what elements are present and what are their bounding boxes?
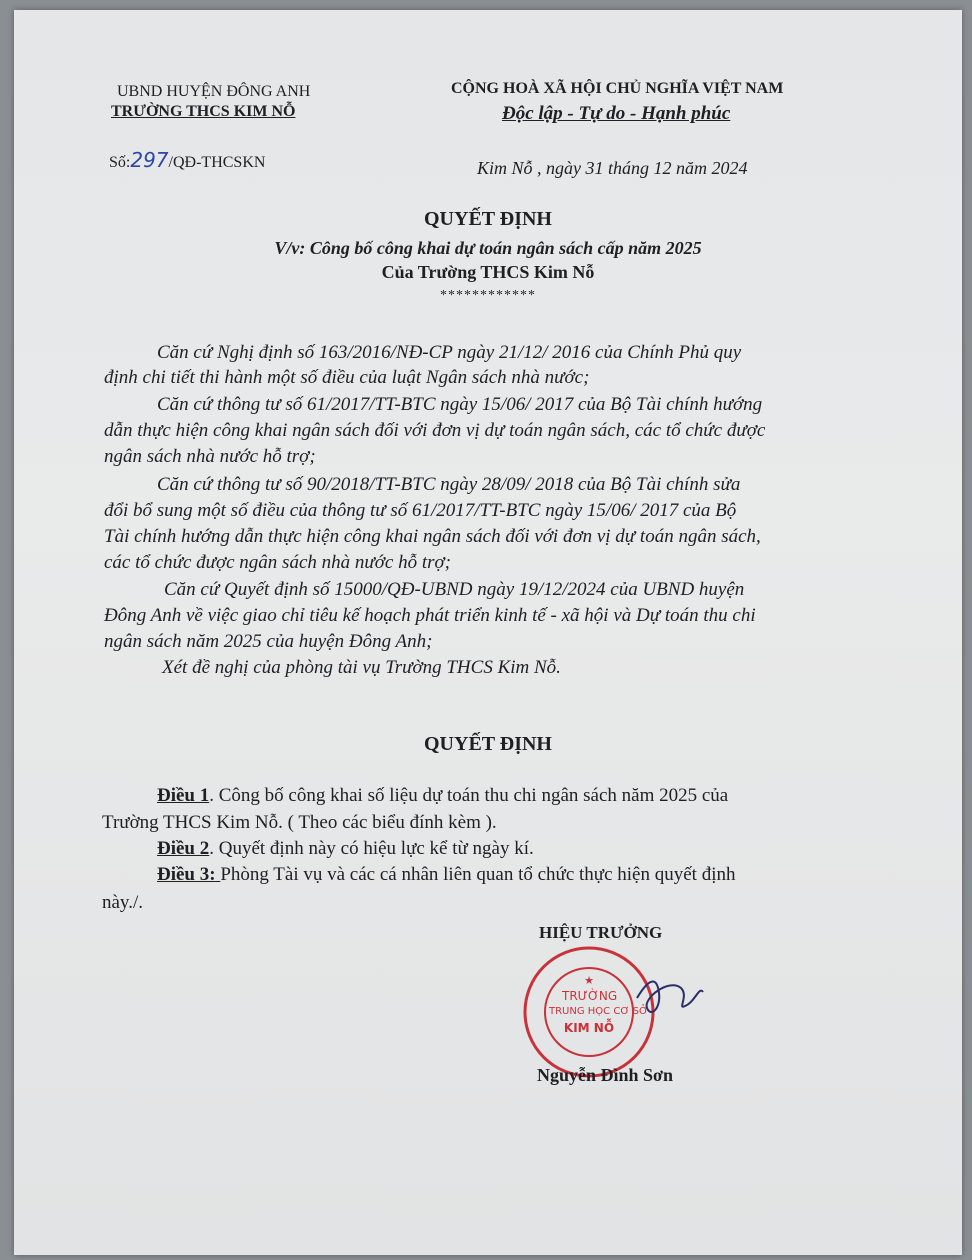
- number-prefix: Số:: [109, 154, 131, 171]
- decision-heading: QUYẾT ĐỊNH: [424, 733, 552, 755]
- decision-number: [109, 148, 265, 172]
- title-main: QUYẾT ĐỊNH: [424, 208, 552, 230]
- motto: Độc lập - Tự do - Hạnh phúc: [502, 103, 731, 124]
- preamble-line-13: Xét đề nghị của phòng tài vụ Trường THCS Kim Nỗ.: [162, 657, 561, 678]
- article-2: [157, 838, 534, 860]
- article-1-cont: Trường THCS Kim Nỗ. ( Theo các biểu đính kèm ).: [102, 812, 497, 833]
- article-3-text: Phòng Tài vụ và các cá nhân liên quan tổ chức thực hiện quyết định: [220, 864, 736, 885]
- preamble-line-8: Tài chính hướng dẫn thực hiện công khai ngân sách đối với đơn vị dự toán ngân sách,: [104, 526, 761, 547]
- stamp-line-1: TRƯỜNG: [562, 989, 618, 1003]
- preamble-line-12: ngân sách năm 2025 của huyện Đông Anh;: [104, 631, 433, 652]
- preamble-line-2: định chi tiết thi hành một số điều của luật Ngân sách nhà nước;: [104, 367, 590, 388]
- article-2-text: Quyết định này có hiệu lực kể từ ngày kí.: [218, 838, 534, 859]
- article-1-sep: .: [209, 785, 219, 806]
- article-3: [157, 864, 735, 886]
- country-name: CỘNG HOÀ XÃ HỘI CHỦ NGHĨA VIỆT NAM: [451, 80, 784, 97]
- preamble-line-7: đổi bổ sung một số điều của thông tư số 61/2017/TT-BTC ngày 15/06/ 2017 của Bộ: [104, 500, 737, 521]
- handwritten-number: 297: [130, 148, 169, 172]
- document-page: [14, 10, 962, 1255]
- school-name: TRƯỜNG THCS KIM NỖ: [111, 103, 296, 120]
- stamp-line-3: KIM NỖ: [563, 1021, 615, 1035]
- article-2-sep: .: [209, 838, 219, 859]
- preamble-line-3: Căn cứ thông tư số 61/2017/TT-BTC ngày 15/06/ 2017 của Bộ Tài chính hướng: [157, 394, 763, 415]
- preamble-line-5: ngân sách nhà nước hỗ trợ;: [104, 446, 316, 467]
- title-subject: V/v: Công bố công khai dự toán ngân sách cấp năm 2025: [274, 238, 702, 258]
- preamble-line-11: Đông Anh về việc giao chỉ tiêu kế hoạch phát triển kinh tế - xã hội và Dự toán thu chi: [104, 605, 756, 626]
- article-2-label: Điều 2: [157, 838, 210, 859]
- preamble-line-6: Căn cứ thông tư số 90/2018/TT-BTC ngày 28/09/ 2018 của Bộ Tài chính sửa: [157, 474, 741, 495]
- article-1-text: Công bố công khai số liệu dự toán thu chi ngân sách năm 2025 của: [218, 785, 729, 806]
- article-3-cont: này./.: [102, 892, 143, 913]
- preamble-line-10: Căn cứ Quyết định số 15000/QĐ-UBND ngày 19/12/2024 của UBND huyện: [164, 579, 745, 600]
- place-date: Kim Nỗ , ngày 31 tháng 12 năm 2024: [477, 158, 748, 178]
- svg-text:★: ★: [584, 974, 594, 987]
- preamble-line-1: Căn cứ Nghị định số 163/2016/NĐ-CP ngày 21/12/ 2016 của Chính Phủ quy: [157, 342, 742, 363]
- agency-name: UBND HUYỆN ĐÔNG ANH: [117, 83, 311, 100]
- number-suffix: /QĐ-THCSKN: [168, 154, 266, 171]
- preamble-line-9: các tổ chức được ngân sách nhà nước hỗ trợ;: [104, 552, 451, 573]
- article-1-label: Điều 1: [157, 785, 210, 806]
- title-of: Của Trường THCS Kim Nỗ: [381, 262, 595, 282]
- signer-name: Nguyễn Đình Sơn: [537, 1065, 674, 1085]
- stamp-line-2: TRUNG HỌC CƠ SỞ: [549, 1006, 649, 1017]
- article-3-label: Điều 3:: [157, 864, 216, 885]
- handwritten-signature-icon: [629, 958, 709, 1028]
- title-stars: ************: [440, 288, 536, 303]
- article-1: [157, 785, 728, 807]
- preamble-line-4: dẫn thực hiện công khai ngân sách đối với đơn vị dự toán ngân sách, các tổ chức được: [104, 420, 766, 441]
- signature-title: HIỆU TRƯỞNG: [539, 923, 663, 942]
